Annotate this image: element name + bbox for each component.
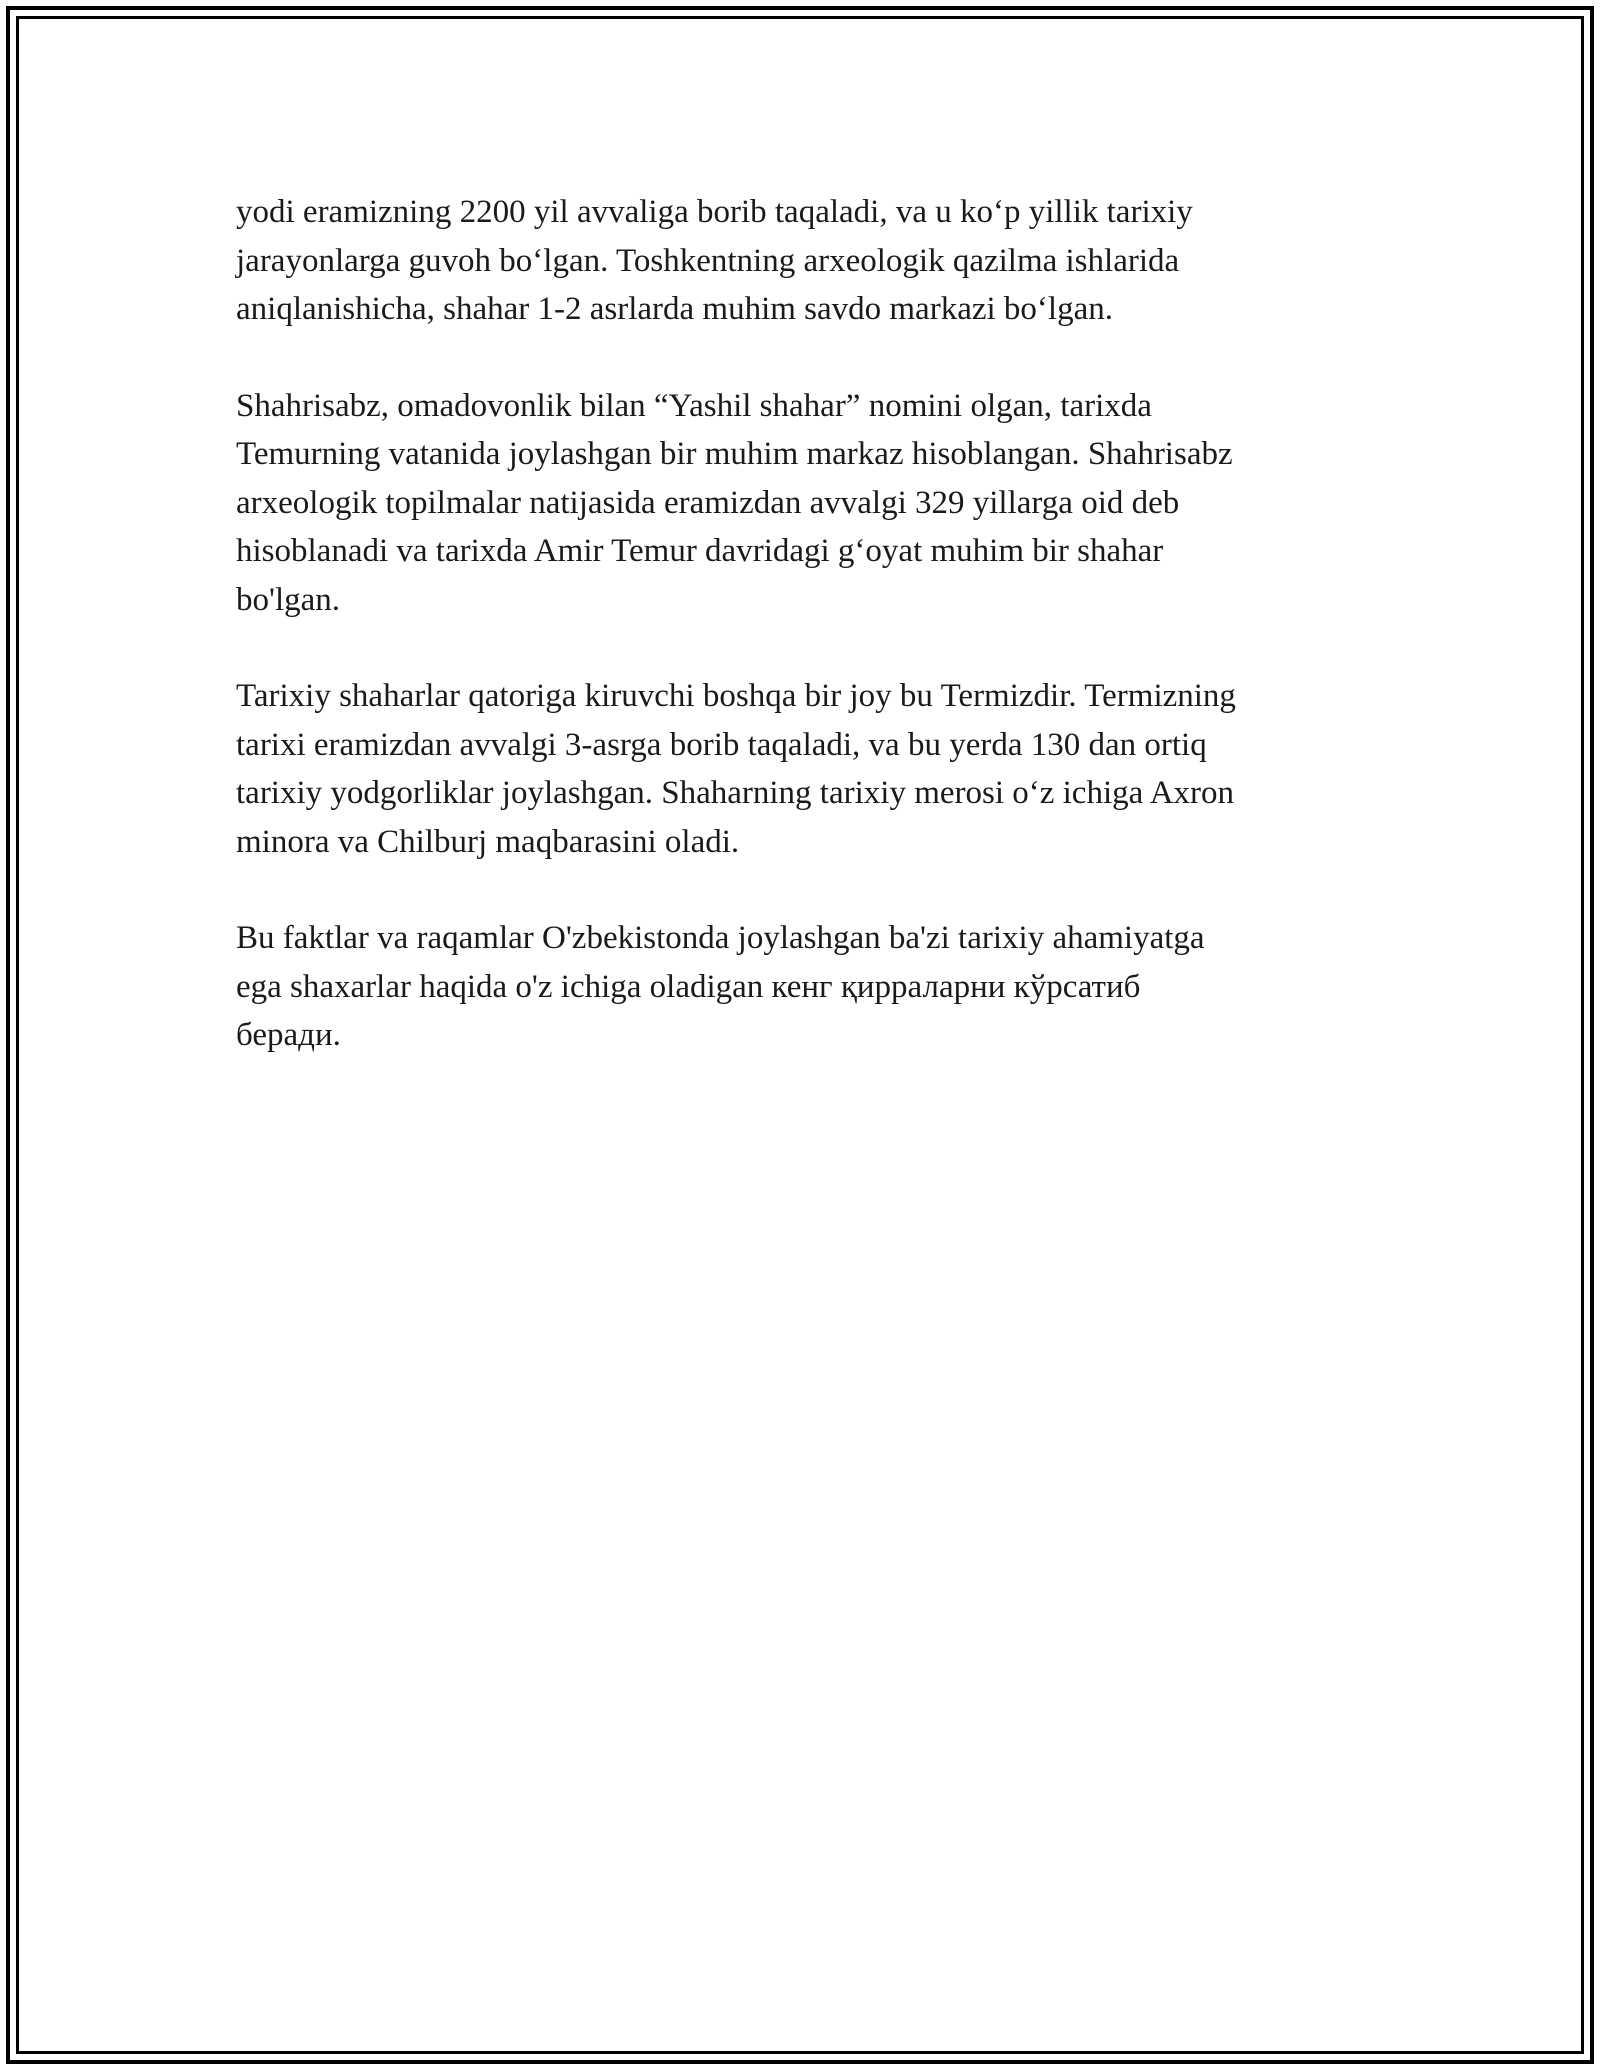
text-line: minora va Chilburj maqbarasini oladi. [236,823,740,860]
paragraph-termiz [236,672,1386,866]
text-line: hisoblanadi va tarixda Amir Temur davridagi g‘oyat muhim bir shahar [236,533,1164,569]
text-line: tarixi eramizdan avvalgi 3-asrga borib taqaladi, va bu yerda 130 dan ortiq [236,726,1207,763]
text-line: Temurning vatanida joylashgan bir muhim markaz hisoblangan. Shahrisabz [236,436,1233,472]
document-body [236,188,1386,1108]
text-line: Shahrisabz, omadovonlik bilan “Yashil shahar” nomini olgan, tarixda [236,387,1152,424]
text-line: bo'lgan. [236,581,341,618]
text-line: arxeologik topilmalar natijasida eramizdan avvalgi 329 yillarga oid deb [236,484,1180,521]
text-line: ega shaxarlar haqida o'z ichiga oladigan кенг қирраларни кўрсатиб [236,968,1141,1005]
text-line: Tarixiy shaharlar qatoriga kiruvchi boshqa bir joy bu Termizdir. Termizning [236,678,1236,714]
text-line: беради. [236,1017,341,1053]
paragraph-tashkent [236,188,1386,334]
paragraph-shahrisabz [236,382,1386,625]
text-line: yodi eramizning 2200 yil avvaliga borib taqaladi, va u ko‘p yillik tarixiy [236,194,1193,230]
text-line: tarixiy yodgorliklar joylashgan. Shaharning tarixiy merosi o‘z ichiga Axron [236,775,1235,811]
text-line: Bu faktlar va raqamlar O'zbekistonda joylashgan ba'zi tarixiy ahamiyatga [236,920,1205,956]
text-line: aniqlanishicha, shahar 1-2 asrlarda muhim savdo markazi bo‘lgan. [236,291,1113,327]
paragraph-summary [236,914,1386,1060]
text-line: jarayonlarga guvoh bo‘lgan. Toshkentning arxeologik qazilma ishlarida [236,242,1180,279]
